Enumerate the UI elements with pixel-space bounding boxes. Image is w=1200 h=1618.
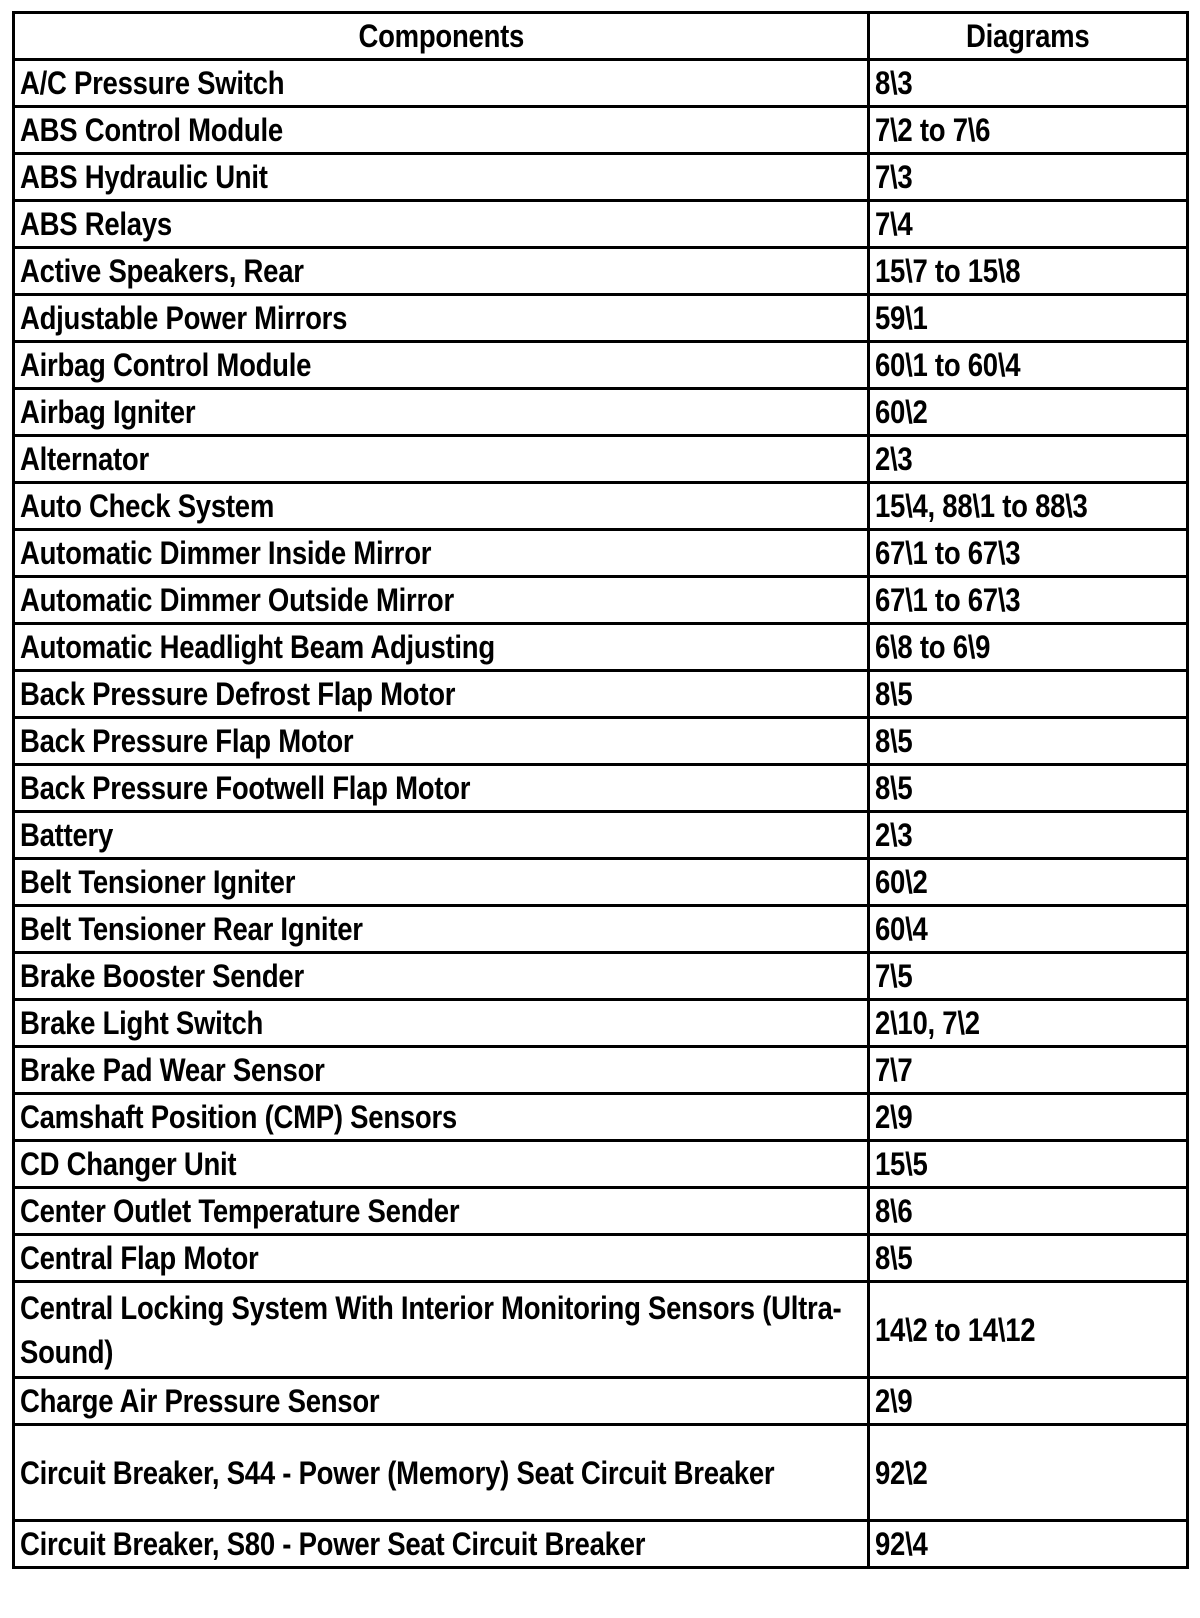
table-row — [14, 483, 1188, 530]
diagram-cell: 8\5 — [869, 718, 1188, 765]
table-row — [14, 1047, 1188, 1094]
table-row — [14, 859, 1188, 906]
table-row — [14, 1378, 1188, 1425]
diagrams-column-header: Diagrams — [869, 13, 1188, 60]
component-cell: Auto Check System — [14, 483, 869, 530]
diagram-cell: 7\2 to 7\6 — [869, 107, 1188, 154]
diagram-cell: 15\7 to 15\8 — [869, 248, 1188, 295]
table-row — [14, 624, 1188, 671]
table-row — [14, 107, 1188, 154]
diagram-cell: 60\1 to 60\4 — [869, 342, 1188, 389]
diagram-cell: 7\3 — [869, 154, 1188, 201]
table-row — [14, 342, 1188, 389]
component-cell: Automatic Dimmer Inside Mirror — [14, 530, 869, 577]
diagram-cell: 8\5 — [869, 671, 1188, 718]
component-diagram-table-container — [12, 11, 1186, 1569]
diagram-cell: 15\4, 88\1 to 88\3 — [869, 483, 1188, 530]
table-row — [14, 953, 1188, 1000]
diagram-cell: 2\3 — [869, 436, 1188, 483]
table-body — [14, 60, 1188, 1568]
diagram-cell: 7\4 — [869, 201, 1188, 248]
diagram-cell: 14\2 to 14\12 — [869, 1282, 1188, 1378]
diagram-cell: 2\9 — [869, 1378, 1188, 1425]
diagram-cell: 2\3 — [869, 812, 1188, 859]
table-row — [14, 248, 1188, 295]
table-row — [14, 1521, 1188, 1568]
component-cell: Circuit Breaker, S80 - Power Seat Circuit Breaker — [14, 1521, 869, 1568]
diagram-cell: 6\8 to 6\9 — [869, 624, 1188, 671]
diagram-cell: 15\5 — [869, 1141, 1188, 1188]
diagram-cell: 67\1 to 67\3 — [869, 577, 1188, 624]
component-cell: Belt Tensioner Rear Igniter — [14, 906, 869, 953]
component-cell: Brake Booster Sender — [14, 953, 869, 1000]
table-row — [14, 812, 1188, 859]
component-cell: Back Pressure Footwell Flap Motor — [14, 765, 869, 812]
table-row — [14, 1094, 1188, 1141]
table-row — [14, 1425, 1188, 1521]
component-cell: Active Speakers, Rear — [14, 248, 869, 295]
diagram-cell: 67\1 to 67\3 — [869, 530, 1188, 577]
diagram-cell: 7\5 — [869, 953, 1188, 1000]
component-cell: ABS Control Module — [14, 107, 869, 154]
diagram-cell: 2\9 — [869, 1094, 1188, 1141]
component-cell: Camshaft Position (CMP) Sensors — [14, 1094, 869, 1141]
table-row — [14, 718, 1188, 765]
component-cell: Central Locking System With Interior Monitoring Sensors (Ultra-Sound) — [14, 1282, 869, 1378]
component-cell: ABS Hydraulic Unit — [14, 154, 869, 201]
table-header-row — [14, 13, 1188, 60]
diagram-cell: 8\5 — [869, 765, 1188, 812]
diagram-cell: 8\3 — [869, 60, 1188, 107]
component-cell: Back Pressure Defrost Flap Motor — [14, 671, 869, 718]
component-cell: Charge Air Pressure Sensor — [14, 1378, 869, 1425]
table-row — [14, 906, 1188, 953]
component-cell: ABS Relays — [14, 201, 869, 248]
component-cell: A/C Pressure Switch — [14, 60, 869, 107]
table-row — [14, 389, 1188, 436]
diagram-cell: 2\10, 7\2 — [869, 1000, 1188, 1047]
component-cell: Alternator — [14, 436, 869, 483]
component-cell: Adjustable Power Mirrors — [14, 295, 869, 342]
components-column-header: Components — [14, 13, 869, 60]
table-row — [14, 295, 1188, 342]
component-cell: Brake Light Switch — [14, 1000, 869, 1047]
diagram-cell: 60\2 — [869, 859, 1188, 906]
component-cell: Center Outlet Temperature Sender — [14, 1188, 869, 1235]
component-cell: Central Flap Motor — [14, 1235, 869, 1282]
diagram-cell: 92\2 — [869, 1425, 1188, 1521]
component-cell: Brake Pad Wear Sensor — [14, 1047, 869, 1094]
table-row — [14, 765, 1188, 812]
diagram-cell: 8\5 — [869, 1235, 1188, 1282]
component-cell: Airbag Igniter — [14, 389, 869, 436]
table-row — [14, 530, 1188, 577]
component-cell: CD Changer Unit — [14, 1141, 869, 1188]
diagram-cell: 60\4 — [869, 906, 1188, 953]
component-cell: Airbag Control Module — [14, 342, 869, 389]
diagram-cell: 8\6 — [869, 1188, 1188, 1235]
component-cell: Back Pressure Flap Motor — [14, 718, 869, 765]
diagram-cell: 59\1 — [869, 295, 1188, 342]
table-row — [14, 671, 1188, 718]
diagram-cell: 7\7 — [869, 1047, 1188, 1094]
component-diagram-table — [12, 11, 1189, 1569]
component-cell: Circuit Breaker, S44 - Power (Memory) Seat Circuit Breaker — [14, 1425, 869, 1521]
table-row — [14, 1188, 1188, 1235]
component-cell: Automatic Dimmer Outside Mirror — [14, 577, 869, 624]
table-row — [14, 1000, 1188, 1047]
table-row — [14, 1282, 1188, 1378]
table-row — [14, 201, 1188, 248]
table-row — [14, 60, 1188, 107]
component-cell: Battery — [14, 812, 869, 859]
table-row — [14, 577, 1188, 624]
diagram-cell: 60\2 — [869, 389, 1188, 436]
table-row — [14, 154, 1188, 201]
table-row — [14, 436, 1188, 483]
diagram-cell: 92\4 — [869, 1521, 1188, 1568]
component-cell: Automatic Headlight Beam Adjusting — [14, 624, 869, 671]
component-cell: Belt Tensioner Igniter — [14, 859, 869, 906]
table-row — [14, 1235, 1188, 1282]
table-row — [14, 1141, 1188, 1188]
